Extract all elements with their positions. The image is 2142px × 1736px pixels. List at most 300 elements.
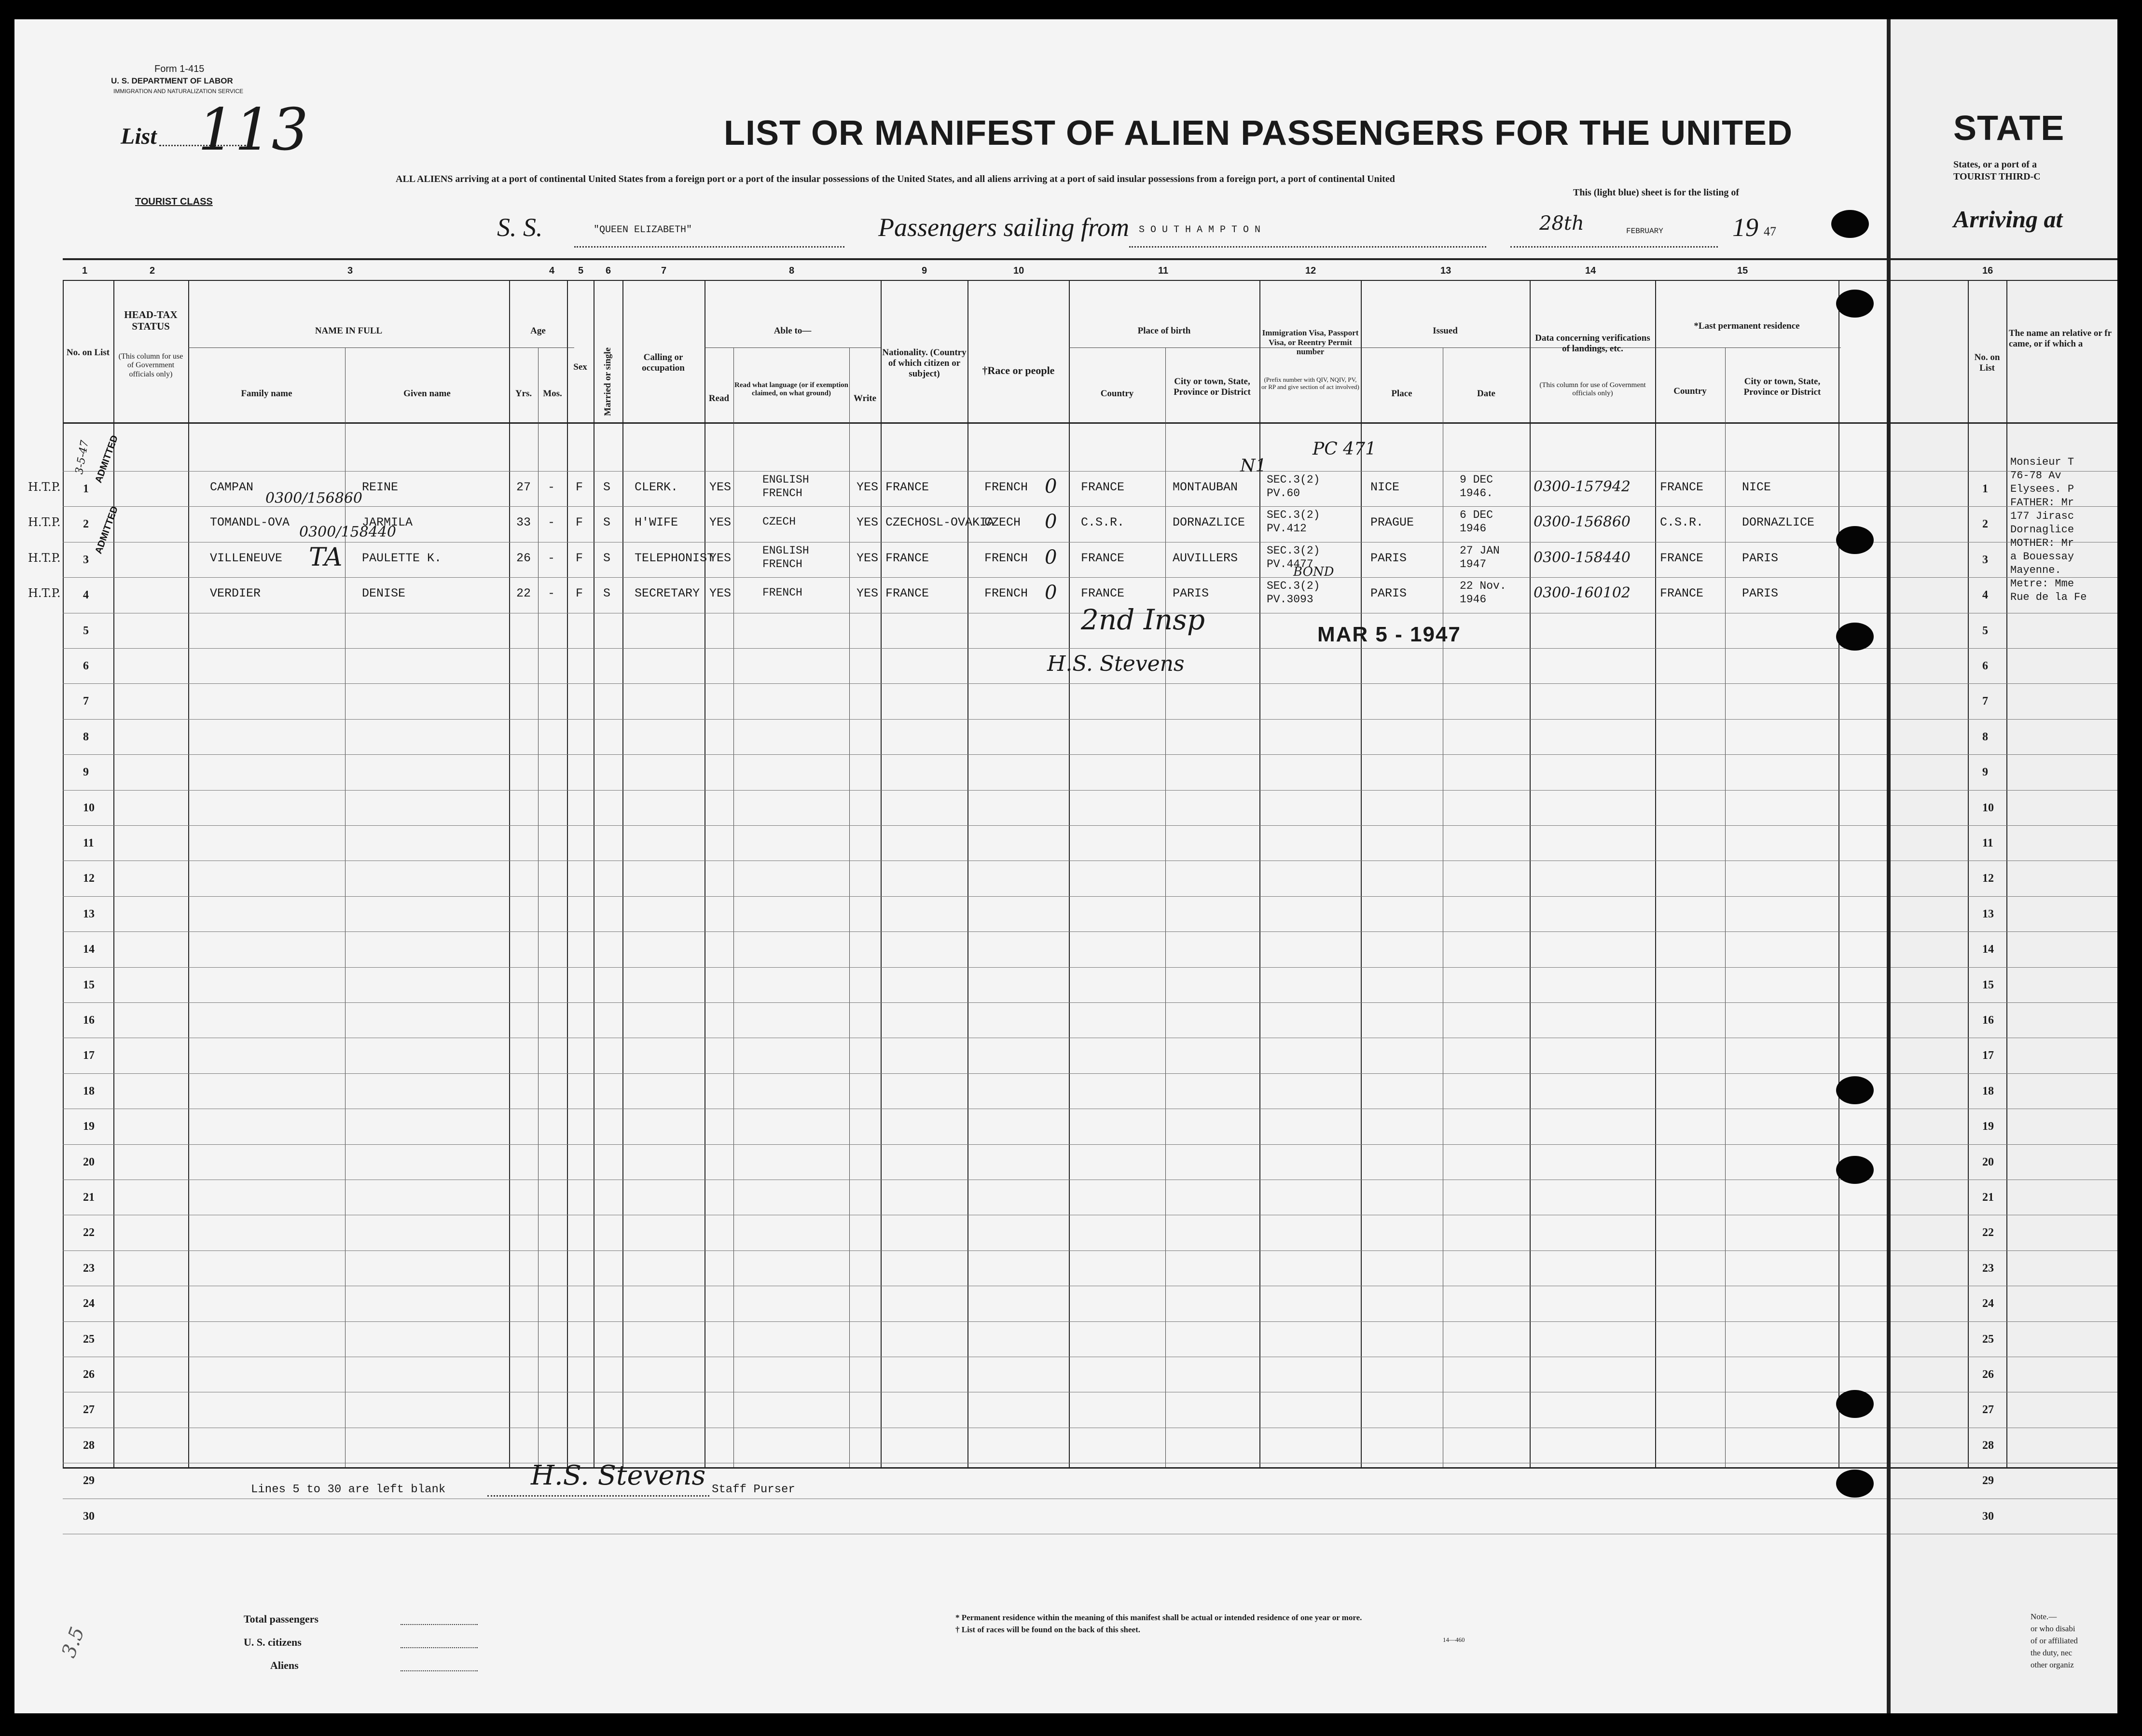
row-number: 14	[83, 943, 95, 956]
occupation-cell: SECRETARY	[635, 586, 700, 601]
visa-cell: SEC.3(2)	[1267, 509, 1320, 522]
continuation-sheet	[1887, 19, 2117, 1713]
row-number: 10	[1982, 801, 1994, 814]
row-number: 2	[83, 518, 89, 531]
row-number: 13	[83, 907, 95, 920]
header-age: Age	[530, 326, 546, 336]
row-rule	[1891, 683, 2117, 684]
left-margin-mark: 3.5	[57, 1624, 89, 1661]
col-number: 3	[347, 265, 353, 276]
footnote-code: 14—460	[1443, 1636, 1465, 1643]
col-rule	[1165, 347, 1166, 1467]
annotation-ta: TA	[309, 543, 343, 572]
row-number: 19	[1982, 1120, 1994, 1133]
form-number: Form 1-415	[154, 64, 205, 74]
department: U. S. DEPARTMENT OF LABOR	[111, 76, 233, 85]
col-rule	[567, 280, 568, 1467]
can-write-cell: YES	[857, 480, 879, 494]
row-rule	[63, 1002, 1887, 1003]
year-prefix: 19	[1732, 213, 1758, 242]
col-number: 4	[549, 265, 555, 276]
col-rule	[113, 280, 114, 1467]
header-race: †Race or people	[982, 364, 1055, 376]
annotation-signature-insp: 2nd Insp	[1081, 603, 1205, 636]
col-number: 11	[1158, 265, 1169, 276]
issue-date-cell: 22 Nov.	[1460, 580, 1506, 593]
residence-city-cell: NICE	[1742, 480, 1771, 494]
col-number: 7	[661, 265, 667, 276]
sail-month: FEBRUARY	[1626, 227, 1663, 236]
birth-city-cell: PARIS	[1173, 586, 1209, 601]
continuation-title: STATE	[1953, 109, 2065, 148]
blank-to: 30	[327, 1483, 342, 1496]
race-mark: 0	[1045, 546, 1057, 569]
sailing-label: Passengers sailing from	[878, 213, 1130, 242]
row-number: 10	[83, 801, 95, 814]
header-name-in-full: NAME IN FULL	[315, 326, 383, 336]
row-rule	[1891, 825, 2117, 826]
row-number: 30	[83, 1510, 95, 1523]
note-right-2: or who disabi	[2031, 1624, 2075, 1633]
visa-cell: SEC.3(2)	[1267, 580, 1320, 593]
status-cell: H.T.P.	[28, 586, 61, 600]
blank-from: 5	[292, 1483, 300, 1496]
col-rule	[733, 347, 734, 1467]
punch-hole	[1836, 623, 1874, 651]
language-cell: FRENCH	[762, 557, 802, 570]
col16-entry: Mayenne.	[2010, 564, 2061, 576]
header-nationality: Nationality. (Country of which citizen or subject)	[882, 347, 967, 379]
verification-cell: 0300-160102	[1534, 584, 1631, 602]
visa-cell: SEC.3(2)	[1267, 473, 1320, 486]
status-cell: H.T.P.	[28, 480, 61, 494]
issue-date-cell: 1946	[1460, 522, 1487, 535]
nationality-cell: FRANCE	[885, 551, 929, 565]
age-months-cell: -	[548, 515, 555, 530]
birth-city-cell: AUVILLERS	[1173, 551, 1238, 565]
col16-entry: 76-78 Av	[2010, 470, 2061, 482]
age-months-cell: -	[548, 551, 555, 565]
header-calling: Calling or occupation	[642, 352, 685, 373]
can-write-cell: YES	[857, 515, 879, 530]
age-years-cell: 26	[516, 551, 531, 565]
row-number: 26	[1982, 1368, 1994, 1381]
blank-note	[251, 1483, 445, 1496]
row-number: 15	[1982, 978, 1994, 991]
header-read: Read	[708, 393, 730, 403]
issue-date-cell: 9 DEC	[1460, 473, 1493, 486]
age-years-cell: 22	[516, 586, 531, 601]
continuation-colnum-rule	[1891, 280, 2117, 281]
status-cell: H.T.P.	[28, 551, 61, 565]
status-cell: H.T.P.	[28, 515, 61, 529]
note-right-4: the duty, nec	[2031, 1648, 2073, 1657]
row-number: 12	[1982, 872, 1994, 885]
row-rule	[1891, 1321, 2117, 1322]
col-number: 9	[922, 265, 927, 276]
continuation-header-rule	[1891, 422, 2117, 424]
row-rule	[63, 825, 1887, 826]
row-number: 22	[1982, 1226, 1994, 1239]
punch-hole	[1836, 1076, 1874, 1104]
age-years-cell: 27	[516, 480, 531, 494]
row-number: 9	[83, 766, 89, 779]
row-rule	[1891, 577, 2117, 578]
header-date: Date	[1477, 389, 1495, 399]
row-rule	[63, 1321, 1887, 1322]
row-rule	[63, 1073, 1887, 1074]
port-name: SOUTHAMPTON	[1139, 224, 1267, 236]
row-number: 21	[1982, 1191, 1994, 1204]
purser-line	[487, 1495, 709, 1497]
sex-cell: F	[576, 480, 583, 494]
row-number: 11	[1982, 837, 1993, 849]
header-res-country: Country	[1673, 386, 1707, 396]
row-number: 1	[1982, 483, 1988, 495]
row-number: 27	[83, 1403, 95, 1417]
row-number: 27	[1982, 1403, 1994, 1417]
col16-entry: a Bouessay	[2010, 551, 2074, 563]
header-country: Country	[1100, 389, 1134, 399]
row-rule	[1891, 896, 2117, 897]
marital-status-cell: S	[603, 586, 611, 601]
col-rule	[622, 280, 623, 1467]
punch-hole	[1836, 290, 1874, 318]
col-rule	[1725, 347, 1726, 1467]
row-number: 13	[1982, 907, 1994, 920]
header-issued: Issued	[1433, 326, 1458, 336]
row-rule	[63, 577, 1887, 578]
row-rule	[1891, 1250, 2117, 1251]
marital-status-cell: S	[603, 480, 611, 494]
col-rule	[881, 280, 882, 1467]
birth-city-cell: MONTAUBAN	[1173, 480, 1238, 494]
age-months-cell: -	[548, 480, 555, 494]
header-city: City or town, State, Province or District	[1174, 376, 1251, 397]
col16-entry: Rue de la Fe	[2010, 591, 2087, 603]
ss-label: S. S.	[497, 213, 543, 242]
blank-rest: are left blank	[348, 1483, 446, 1496]
language-cell: ENGLISH	[762, 473, 809, 486]
ship-name-line	[574, 246, 844, 248]
issue-place-cell: NICE	[1370, 480, 1400, 494]
birth-country-cell: FRANCE	[1081, 551, 1125, 565]
annotation-signature-2: H.S. Stevens	[1047, 652, 1185, 676]
blank-lines-label: Lines	[251, 1483, 286, 1496]
header-head-tax-note: (This column for use of Government officials only)	[118, 352, 183, 378]
col-number: 6	[606, 265, 611, 276]
row-number: 21	[83, 1191, 95, 1204]
col-rule	[967, 280, 968, 1467]
row-number: 18	[1982, 1084, 1994, 1097]
col16-entry: Dornaglice	[2010, 524, 2074, 536]
given-name-cell: PAULETTE K.	[362, 551, 442, 565]
header-head-tax: HEAD-TAX STATUS	[124, 309, 178, 333]
row-number: 4	[1982, 589, 1988, 602]
sex-cell: F	[576, 551, 583, 565]
col-number: 2	[150, 265, 155, 276]
can-read-cell: YES	[709, 515, 732, 530]
col-rule	[849, 347, 850, 1467]
row-rule	[63, 790, 1887, 791]
row-rule	[1891, 719, 2117, 720]
visa-cell: PV.4477	[1267, 557, 1313, 570]
row-rule	[1891, 1002, 2117, 1003]
row-number: 6	[1982, 660, 1988, 672]
col-rule	[1530, 280, 1531, 1467]
row-rule	[1891, 790, 2117, 791]
row-number: 4	[83, 589, 89, 602]
language-cell: ENGLISH	[762, 544, 809, 557]
note-right-5: other organiz	[2031, 1660, 2074, 1669]
footnote-residence: * Permanent residence within the meaning of this manifest shall be actual or intended residence of one year or more.	[955, 1613, 1362, 1622]
residence-country-cell: FRANCE	[1660, 586, 1704, 601]
purser-signature: H.S. Stevens	[531, 1460, 706, 1491]
annotation-ref2: 0300/158440	[299, 524, 396, 541]
row-rule	[1891, 506, 2117, 507]
col-number: 1	[82, 265, 88, 276]
row-number: 24	[1982, 1297, 1994, 1310]
table-top-rule	[63, 258, 1887, 260]
can-read-cell: YES	[709, 586, 732, 601]
row-rule	[63, 967, 1887, 968]
arriving-label: Arriving at	[1953, 206, 2063, 233]
header-verif-note: (This column for use of Government officials only)	[1539, 381, 1646, 398]
given-name-cell: JARMILA	[362, 515, 413, 530]
header-place-of-birth: Place of birth	[1137, 326, 1191, 336]
row-number: 20	[1982, 1155, 1994, 1168]
row-number: 26	[83, 1368, 95, 1381]
header-place: Place	[1391, 389, 1412, 399]
family-name-cell: VILLENEUVE	[210, 551, 283, 565]
continuation-col-rule	[1968, 280, 1969, 1467]
col-rule	[1069, 280, 1070, 1467]
given-name-cell: DENISE	[362, 586, 406, 601]
birth-city-cell: DORNAZLICE	[1173, 515, 1245, 530]
continuation-sub2: TOURIST THIRD-C	[1953, 171, 2041, 182]
header-mos: Mos.	[543, 389, 562, 399]
header-col16-rel: The name an relative or fr came, or if which a	[2009, 328, 2112, 349]
table-bottom-rule	[63, 1467, 1887, 1469]
row-number: 9	[1982, 766, 1988, 779]
visa-cell: PV.3093	[1267, 593, 1313, 606]
header-able-to: Able to—	[774, 326, 812, 336]
row-rule	[63, 471, 1887, 472]
year-suffix: 47	[1764, 224, 1776, 238]
issue-date-cell: 27 JAN	[1460, 544, 1500, 557]
nationality-cell: FRANCE	[885, 586, 929, 601]
subtitle-line2: This (light blue) sheet is for the listing of	[1573, 187, 1740, 198]
row-number: 30	[1982, 1510, 1994, 1523]
issue-date-cell: 1946.	[1460, 487, 1493, 500]
issue-date-cell: 6 DEC	[1460, 509, 1493, 522]
row-number: 7	[83, 695, 89, 708]
row-number: 16	[83, 1014, 95, 1027]
family-name-cell: VERDIER	[210, 586, 261, 601]
row-number: 19	[83, 1120, 95, 1133]
col-number: 8	[789, 265, 795, 276]
row-number: 16	[1982, 1014, 1994, 1027]
continuation-top-rule	[1891, 258, 2117, 260]
subheader-rule	[1069, 347, 1841, 348]
total-passengers-label: Total passengers	[244, 1613, 319, 1625]
header-given-name: Given name	[403, 389, 451, 399]
col-rule	[538, 347, 539, 1467]
visa-cell: PV.60	[1267, 487, 1300, 500]
col16-entry: FATHER: Mr	[2010, 497, 2074, 509]
row-rule	[63, 1250, 1887, 1251]
col-number: 16	[1982, 265, 1993, 276]
us-line	[401, 1647, 478, 1648]
header-res-city: City or town, State, Province or District	[1743, 376, 1821, 397]
stamp-date: MAR 5 - 1947	[1317, 623, 1461, 646]
col-number: 13	[1440, 265, 1451, 276]
header-verif: Data concerning verifications of landings, etc.	[1535, 333, 1650, 354]
punch-hole	[1831, 210, 1869, 238]
row-number: 22	[83, 1226, 95, 1239]
us-citizens-label: U. S. citizens	[244, 1636, 302, 1648]
aliens-label: Aliens	[270, 1659, 299, 1671]
col-number: 5	[578, 265, 584, 276]
family-name-cell: CAMPAN	[210, 480, 254, 494]
issue-date-cell: 1946	[1460, 593, 1487, 606]
header-last-res: *Last permanent residence	[1694, 321, 1800, 331]
header-yrs: Yrs.	[515, 389, 532, 399]
sex-cell: F	[576, 586, 583, 601]
row-rule	[1891, 648, 2117, 649]
col16-entry: Elysees. P	[2010, 483, 2074, 495]
continuation-sub1: States, or a port of a	[1953, 159, 2037, 170]
birth-country-cell: FRANCE	[1081, 480, 1125, 494]
age-months-cell: -	[548, 586, 555, 601]
row-number: 24	[83, 1297, 95, 1310]
punch-hole	[1836, 526, 1874, 554]
issue-date-cell: 1947	[1460, 557, 1487, 570]
row-number: 20	[83, 1155, 95, 1168]
manifest-sheet	[14, 19, 1888, 1713]
blank-to-label: to	[306, 1483, 321, 1496]
col16-entry: 177 Jirasc	[2010, 510, 2074, 522]
given-name-cell: REINE	[362, 480, 399, 494]
row-number: 17	[1982, 1049, 1994, 1062]
language-cell: FRENCH	[762, 586, 802, 599]
language-cell: CZECH	[762, 515, 796, 528]
service: IMMIGRATION AND NATURALIZATION SERVICE	[113, 88, 244, 95]
can-read-cell: YES	[709, 551, 732, 565]
col16-entry: Monsieur T	[2010, 456, 2074, 468]
race-mark: 0	[1045, 582, 1057, 604]
ship-name: "QUEEN ELIZABETH"	[594, 224, 692, 236]
can-read-cell: YES	[709, 480, 732, 494]
row-number: 28	[83, 1439, 95, 1452]
continuation-bottom-rule	[1891, 1467, 2117, 1469]
residence-country-cell: FRANCE	[1660, 551, 1704, 565]
residence-city-cell: DORNAZLICE	[1742, 515, 1815, 530]
row-rule	[63, 648, 1887, 649]
family-name-cell: TOMANDL-OVA	[210, 515, 290, 530]
row-rule	[63, 931, 1887, 932]
row-number: 29	[83, 1474, 95, 1487]
row-number: 15	[83, 978, 95, 991]
visa-cell: SEC.3(2)	[1267, 544, 1320, 557]
table-colnum-rule	[63, 280, 1887, 281]
occupation-cell: H'WIFE	[635, 515, 678, 530]
header-write: Write	[853, 393, 877, 403]
row-rule	[1891, 1144, 2117, 1145]
row-rule	[63, 719, 1887, 720]
row-rule	[63, 896, 1887, 897]
header-sex: Sex	[573, 362, 587, 372]
occupation-cell: TELEPHONIST	[635, 551, 715, 565]
list-label: List	[121, 124, 157, 149]
verification-cell: 0300-157942	[1534, 478, 1631, 495]
verification-cell: 0300-158440	[1534, 549, 1631, 566]
sail-day: 28th	[1539, 212, 1584, 235]
punch-hole	[1836, 1156, 1874, 1184]
row-number: 2	[1982, 518, 1988, 531]
residence-country-cell: FRANCE	[1660, 480, 1704, 494]
header-no-on-list: No. on List	[66, 347, 110, 358]
manifest-title: LIST OR MANIFEST OF ALIEN PASSENGERS FOR THE UNITED	[724, 114, 1793, 153]
col-number: 15	[1737, 265, 1748, 276]
row-number: 3	[83, 553, 89, 566]
birth-country-cell: C.S.R.	[1081, 515, 1125, 530]
col16-entry: MOTHER: Mr	[2010, 537, 2074, 549]
col-number: 10	[1013, 265, 1024, 276]
annotation-ref1: 0300/156860	[265, 490, 362, 507]
punch-hole	[1836, 1470, 1874, 1498]
nationality-cell: FRANCE	[885, 480, 929, 494]
birth-country-cell: FRANCE	[1081, 586, 1125, 601]
annotation-bond: BOND	[1293, 565, 1334, 579]
punch-hole	[1836, 1390, 1874, 1418]
marital-status-cell: S	[603, 515, 611, 530]
row-number: 14	[1982, 943, 1994, 956]
issue-place-cell: PRAGUE	[1370, 515, 1414, 530]
footnote-races: † List of races will be found on the back of this sheet.	[955, 1625, 1140, 1634]
row-number: 25	[83, 1333, 95, 1346]
class-label: TOURIST CLASS	[135, 196, 213, 207]
header-read-what: Read what language (or if exemption claimed, on what ground)	[734, 381, 848, 398]
col-number: 12	[1305, 265, 1316, 276]
row-number: 6	[83, 660, 89, 672]
occupation-cell: CLERK.	[635, 480, 678, 494]
col-rule	[1838, 280, 1839, 1467]
row-number: 28	[1982, 1439, 1994, 1452]
header-married: Married or single	[603, 347, 613, 416]
row-number: 8	[1982, 730, 1988, 743]
race-cell: CZECH	[984, 515, 1021, 530]
note-right-3: of or affiliated	[2031, 1636, 2078, 1645]
header-visa: Immigration Visa, Passport Visa, or Reentry Permit number	[1262, 328, 1359, 357]
annotation-pc: PC 471	[1313, 439, 1376, 459]
subtitle-line1: ALL ALIENS arriving at a port of continental United States from a foreign port or a port of the insular possessions of the United States, and all aliens arriving at a port of said insular possessions from a foreign port, a port of continental United	[396, 174, 1395, 184]
row-rule	[63, 683, 1887, 684]
port-line	[1129, 246, 1486, 248]
row-number: 5	[1982, 624, 1988, 637]
header-visa-note: (Prefix number with QIV, NQIV, PV, or RP and give section of act involved)	[1261, 376, 1359, 390]
residence-city-cell: PARIS	[1742, 586, 1779, 601]
row-rule	[1891, 1073, 2117, 1074]
row-rule	[1891, 967, 2117, 968]
total-line	[401, 1624, 478, 1625]
row-number: 12	[83, 872, 95, 885]
issue-place-cell: PARIS	[1370, 586, 1407, 601]
residence-city-cell: PARIS	[1742, 551, 1779, 565]
sex-cell: F	[576, 515, 583, 530]
can-write-cell: YES	[857, 586, 879, 601]
row-number: 1	[83, 483, 89, 495]
